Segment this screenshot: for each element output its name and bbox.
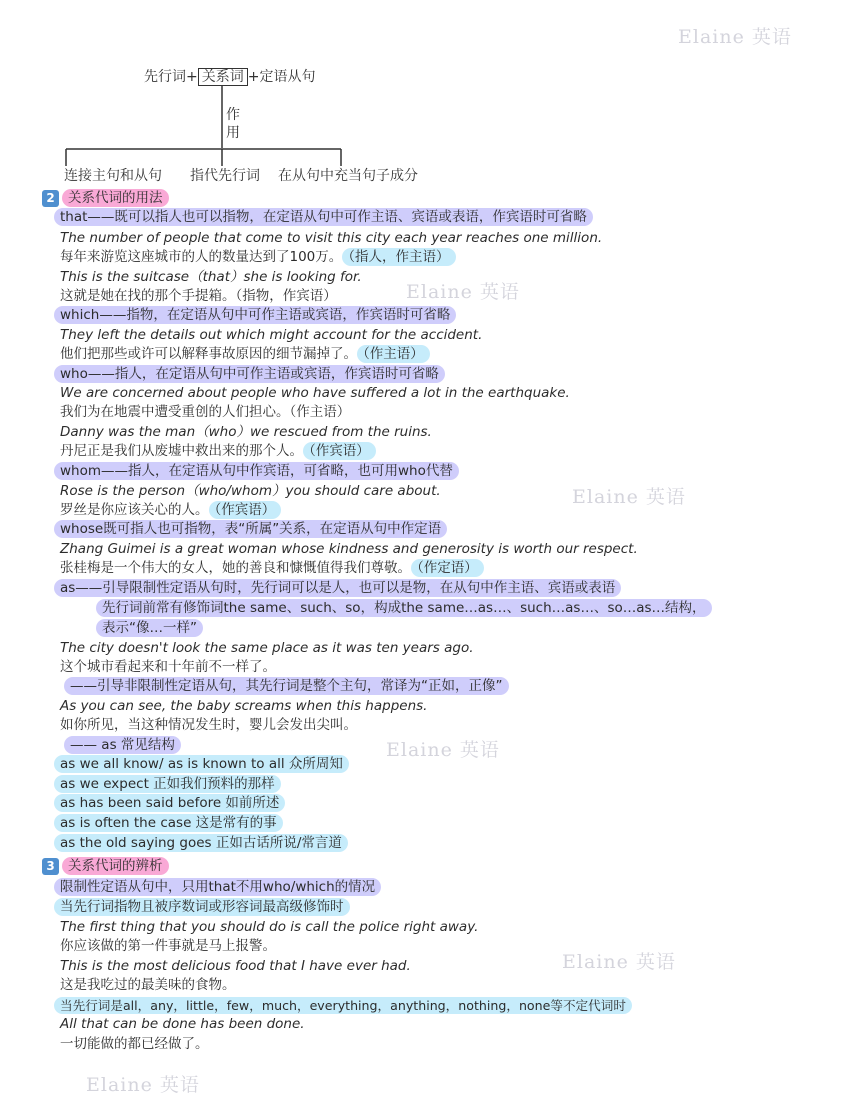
- rule-text: —— as 常见结构: [64, 736, 181, 754]
- diagram-stem-label: [226, 106, 242, 142]
- example-en: All that can be done has been done.: [60, 1016, 305, 1032]
- example-en: This is the suitcase（that）she is looking for.: [60, 269, 362, 285]
- section-number-badge: 3: [42, 858, 59, 875]
- function-note: （指人，作主语）: [342, 248, 455, 266]
- phrase-text: as the old saying goes 正如古话所说/常言道: [54, 834, 348, 852]
- translation-text: 丹尼正是我们从废墟中救出来的那个人。: [60, 443, 303, 459]
- watermark: Elaine 英语: [86, 1074, 200, 1096]
- example-zh: 一切能做的都已经做了。: [60, 1036, 209, 1052]
- rule-text: as——引导限制性定语从句时，先行词可以是人，也可以是物，在从句中作主语、宾语或表语: [54, 579, 621, 597]
- function-note: （作宾语）: [209, 501, 282, 519]
- phrase-item: [54, 794, 285, 814]
- example-en: Rose is the person（who/whom）you should care about.: [60, 483, 441, 499]
- phrase-text: as has been said before 如前所述: [54, 794, 285, 812]
- watermark: Elaine 英语: [572, 486, 686, 508]
- translation-text: 张桂梅是一个伟大的女人，她的善良和慷慨值得我们尊敬。: [60, 560, 411, 576]
- example-zh: 我们为在地震中遭受重创的人们担心。（作主语）: [60, 404, 351, 420]
- example-en: We are concerned about people who have suffered a lot in the earthquake.: [60, 385, 570, 401]
- phrase-item: [54, 834, 348, 854]
- watermark: Elaine 英语: [386, 739, 500, 761]
- diagram-branch-2: 指代先行词: [190, 168, 260, 184]
- rule-line: [54, 996, 632, 1017]
- phrase-text: as we all know/ as is known to all 众所周知: [54, 755, 349, 773]
- rule-line: [64, 736, 181, 756]
- structure-diagram: [0, 0, 860, 190]
- translation-text: 他们把那些或许可以解释事故原因的细节漏掉了。: [60, 346, 357, 362]
- function-note: （作定语）: [411, 559, 484, 577]
- phrase-text: as is often the case 这是常有的事: [54, 814, 283, 832]
- translation-text: 罗丝是你应该关心的人。: [60, 502, 209, 518]
- rule-text: whom——指人，在定语从句中作宾语，可省略，也可用who代替: [54, 462, 459, 480]
- formula-relative-word-box: 关系词: [198, 68, 248, 86]
- rule-line: [54, 306, 456, 326]
- example-zh: 这是我吃过的最美味的食物。: [60, 977, 236, 993]
- example-en: They left the details out which might account for the accident.: [60, 327, 483, 343]
- diagram-branch-3: 在从句中充当句子成分: [278, 168, 418, 184]
- rule-text: which——指物，在定语从句中可作主语或宾语，作宾语时可省略: [54, 306, 456, 324]
- example-en: The city doesn't look the same place as it was ten years ago.: [60, 640, 474, 656]
- example-zh: 你应该做的第一件事就是马上报警。: [60, 938, 276, 954]
- rule-text: 先行词前常有修饰词the same、such、so，构成the same…as…、such…as…、so…as…结构，: [96, 599, 712, 617]
- rule-text: 当先行词是all，any，little，few，much，everything，anything，nothing，none等不定代词时: [54, 997, 632, 1014]
- watermark: Elaine 英语: [562, 951, 676, 973]
- formula-antecedent: 先行词+: [144, 69, 198, 85]
- rule-text: 表示“像…一样”: [96, 619, 203, 637]
- section-title: 关系代词的辨析: [62, 857, 169, 875]
- rule-line: [96, 619, 203, 639]
- watermark: Elaine 英语: [678, 26, 792, 48]
- section-number-badge: 2: [42, 190, 59, 207]
- diagram-lines: [0, 0, 860, 190]
- function-note: （作宾语）: [303, 442, 376, 460]
- diagram-formula: [144, 66, 315, 86]
- rule-line: [96, 599, 712, 619]
- translation-text: 每年来游览这座城市的人的数量达到了100万。: [60, 249, 343, 265]
- example-zh: [60, 345, 430, 365]
- example-zh: [60, 442, 376, 462]
- example-zh: [60, 501, 281, 521]
- example-en: The first thing that you should do is call the police right away.: [60, 919, 479, 935]
- rule-text: ——引导非限制性定语从句，其先行词是整个主句，常译为“正如，正像”: [64, 677, 509, 695]
- phrase-item: [54, 755, 349, 775]
- example-en: As you can see, the baby screams when this happens.: [60, 698, 428, 714]
- section-title: 关系代词的用法: [62, 189, 169, 207]
- rule-text: whose既可指人也可指物，表“所属”关系，在定语从句中作定语: [54, 520, 447, 538]
- phrase-item: [54, 775, 281, 795]
- example-zh: [60, 559, 484, 579]
- diagram-branch-1: 连接主句和从句: [64, 168, 162, 184]
- phrase-text: as we expect 正如我们预料的那样: [54, 775, 281, 793]
- rule-text: that——既可以指人也可以指物，在定语从句中可作主语、宾语或表语，作宾语时可省略: [54, 208, 593, 226]
- example-zh: [60, 248, 456, 268]
- example-en: Zhang Guimei is a great woman whose kindness and generosity is worth our respect.: [60, 541, 638, 557]
- formula-clause: +定语从句: [247, 69, 316, 85]
- example-zh: 如你所见，当这种情况发生时，婴儿会发出尖叫。: [60, 717, 357, 733]
- rule-line: [54, 208, 593, 228]
- stem-label-char: 作: [226, 107, 240, 123]
- example-zh: 这就是她在找的那个手提箱。（指物，作宾语）: [60, 288, 337, 304]
- rule-line: [54, 462, 459, 482]
- section-heading: [42, 857, 169, 877]
- function-note: （作主语）: [357, 345, 430, 363]
- example-en: The number of people that come to visit this city each year reaches one million.: [60, 230, 603, 246]
- watermark: Elaine 英语: [406, 281, 520, 303]
- rule-line: [54, 579, 621, 599]
- section-heading: [42, 189, 169, 209]
- rule-text: who——指人，在定语从句中可作主语或宾语，作宾语时可省略: [54, 365, 445, 383]
- example-en: Danny was the man（who）we rescued from the ruins.: [60, 424, 432, 440]
- example-zh: 这个城市看起来和十年前不一样了。: [60, 659, 276, 675]
- rule-line: [54, 878, 381, 898]
- rule-text: 限制性定语从句中，只用that不用who/which的情况: [54, 878, 381, 896]
- phrase-item: [54, 814, 283, 834]
- rule-line: [64, 677, 509, 697]
- example-en: This is the most delicious food that I have ever had.: [60, 958, 411, 974]
- rule-line: [54, 520, 447, 540]
- stem-label-char: 用: [226, 125, 240, 141]
- rule-line: [54, 365, 445, 385]
- rule-text: 当先行词指物且被序数词或形容词最高级修饰时: [54, 898, 350, 916]
- rule-line: [54, 898, 350, 918]
